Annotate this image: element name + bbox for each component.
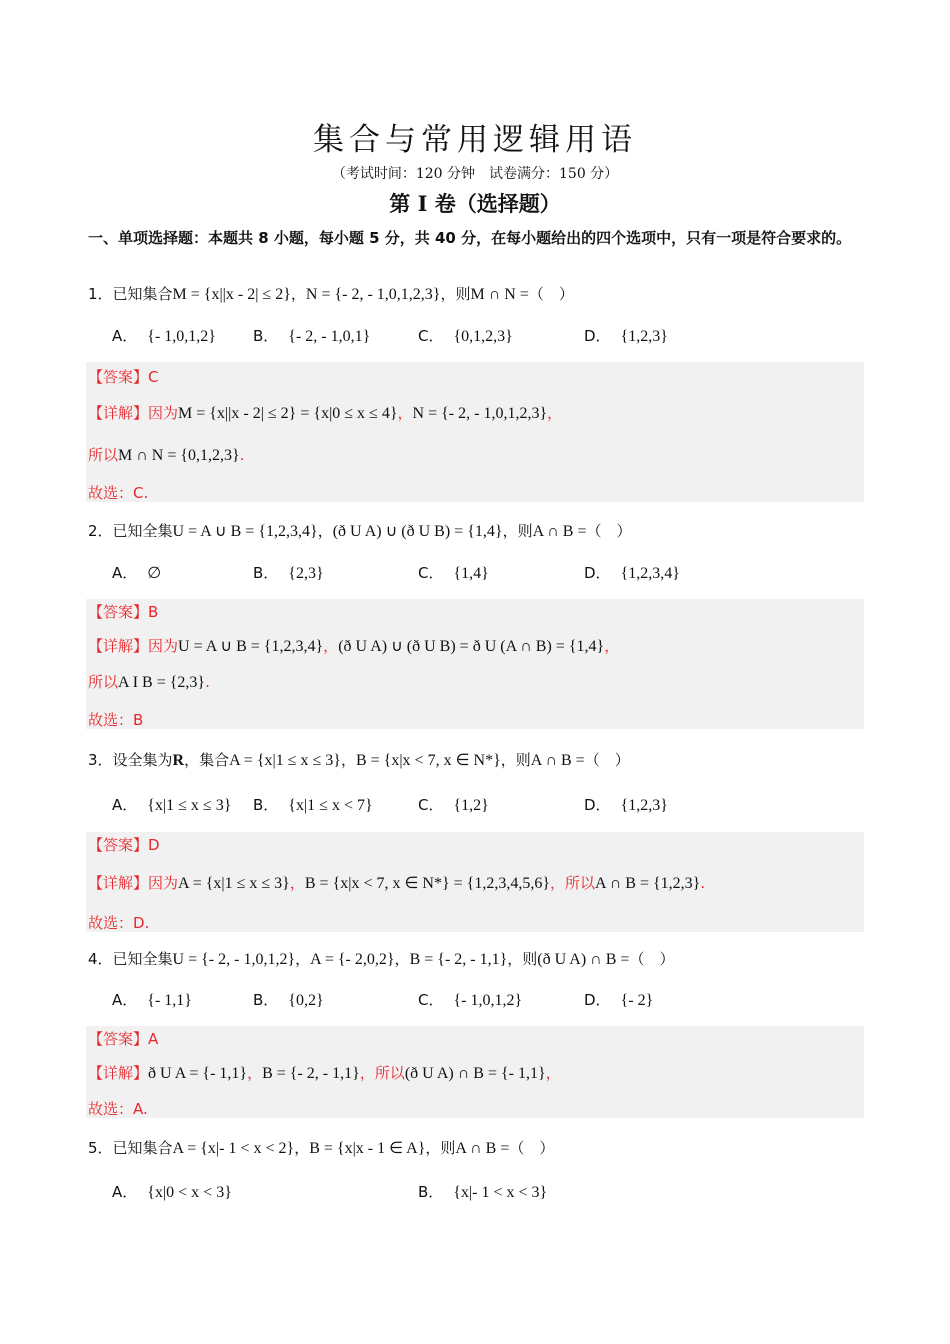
page-title: 集合与常用逻辑用语: [313, 122, 637, 158]
option-b: B． {- 2, - 1,0,1}: [253, 327, 371, 345]
answer-value: C: [148, 368, 159, 386]
answer-line: 【答案】D: [88, 836, 160, 854]
option-b: B． {0,2}: [253, 991, 324, 1009]
question-4-stem: 4．已知全集U = {- 2, - 1,0,1,2}，A = {- 2,0,2}，B = {- 2, - 1,1}，则(ð U A) ∩ B =（ ）: [88, 950, 675, 968]
conclusion-line: 故选：B: [88, 711, 144, 729]
answer-box-1: [86, 362, 864, 502]
detail-line: 所以M ∩ N = {0,1,2,3}.: [88, 446, 245, 464]
answer-blank: （ ）: [509, 1139, 555, 1157]
answer-line: 【答案】A: [88, 1030, 159, 1048]
math-expression: B = {x|x < 7, x ∈ N*}: [355, 752, 501, 769]
question-2-options: [112, 562, 812, 588]
question-number: 2．已知全集: [88, 522, 173, 540]
answer-box-3: [86, 832, 864, 932]
detail-line: 【详解】因为M = {x||x - 2| ≤ 2} = {x|0 ≤ x ≤ 4}，N = {- 2, - 1,0,1,2,3}，: [88, 404, 563, 422]
option-d: D． {1,2,3}: [584, 796, 668, 814]
math-expression: M = {x||x - 2| ≤ 2}: [172, 286, 291, 303]
detail-line: 【详解】因为A = {x|1 ≤ x ≤ 3}，B = {x|x < 7, x ∈ N*} = {1,2,3,4,5,6}，所以A ∩ B = {1,2,3}.: [88, 874, 706, 892]
answer-value: D: [148, 836, 160, 854]
option-a: A． ∅: [112, 564, 162, 582]
question-3-stem: 3．设全集为R，集合A = {x|1 ≤ x ≤ 3}，B = {x|x < 7, x ∈ N*}，则A ∩ B =（ ）: [88, 751, 630, 769]
conclusion-line: 故选：A.: [88, 1100, 148, 1118]
conclusion-line: 故选：D.: [88, 914, 150, 932]
math-expression: (ð U A) ∪ (ð U B) = {1,4}: [332, 523, 503, 540]
option-b: B． {x|- 1 < x < 3}: [418, 1183, 548, 1201]
math-expression: A = {- 2,0,2}: [310, 951, 395, 968]
detail-line: 【详解】ð U A = {- 1,1}，B = {- 2, - 1,1}，所以(ð U A) ∩ B = {- 1,1}，: [88, 1064, 561, 1082]
answer-box-2: [86, 599, 864, 729]
math-expression: A ∩ B =: [455, 1140, 510, 1157]
option-c: C． {1,4}: [418, 564, 489, 582]
math-expression: U = {- 2, - 1,0,1,2}: [172, 951, 296, 968]
option-c: C． {0,1,2,3}: [418, 327, 513, 345]
option-a: A． {- 1,0,1,2}: [112, 327, 216, 345]
question-4-options: [112, 989, 812, 1015]
conclusion-line: 故选：C.: [88, 484, 149, 502]
detail-line: 【详解】因为U = A ∪ B = {1,2,3,4}，(ð U A) ∪ (ð U B) = ð U (A ∩ B) = {1,4}，: [88, 637, 620, 655]
section-instructions: 一、单项选择题：本题共 8 小题，每小题 5 分，共 40 分，在每小题给出的四个选项中，只有一项是符合要求的。: [88, 229, 852, 247]
math-expression: B = {x|x - 1 ∈ A}: [309, 1140, 426, 1157]
question-ask: ，则: [440, 285, 471, 303]
section-title: 第 I 卷（选择题）: [389, 191, 561, 216]
math-expression: (ð U A) ∩ B =: [537, 951, 630, 968]
question-1-options: [112, 325, 812, 351]
question-number: 5．已知集合: [88, 1139, 173, 1157]
detail-line: 所以A I B = {2,3}.: [88, 673, 210, 691]
math-expression: A ∩ B =: [532, 523, 587, 540]
answer-value: B: [148, 603, 159, 621]
answer-blank: （ ）: [584, 751, 630, 769]
question-5-stem: 5．已知集合A = {x|- 1 < x < 2}，B = {x|x - 1 ∈ A}，则A ∩ B =（ ）: [88, 1139, 555, 1157]
option-b: B． {x|1 ≤ x < 7}: [253, 796, 373, 814]
answer-line: 【答案】B: [88, 603, 159, 621]
real-numbers-symbol: R: [172, 752, 185, 769]
option-d: D． {1,2,3}: [584, 327, 668, 345]
math-expression: A = {x|- 1 < x < 2}: [172, 1140, 295, 1157]
math-expression: A = {x|1 ≤ x ≤ 3}: [229, 752, 341, 769]
answer-blank: （ ）: [528, 285, 574, 303]
question-number: 1．已知集合: [88, 285, 173, 303]
option-c: C． {- 1,0,1,2}: [418, 991, 523, 1009]
question-number: 3．设全集为: [88, 751, 173, 769]
question-2-stem: 2．已知全集U = A ∪ B = {1,2,3,4}，(ð U A) ∪ (ð U B) = {1,4}，则A ∩ B =（ ）: [88, 522, 632, 540]
math-expression: N = {- 2, - 1,0,1,2,3}: [305, 286, 441, 303]
question-number: 4．已知全集: [88, 950, 173, 968]
question-1-stem: [88, 283, 574, 304]
option-a: A． {x|1 ≤ x ≤ 3}: [112, 796, 232, 814]
option-a: A． {x|0 < x < 3}: [112, 1183, 232, 1201]
math-expression: M ∩ N =: [470, 286, 529, 303]
question-5-options: [112, 1181, 812, 1207]
option-d: D． {- 2}: [584, 991, 654, 1009]
answer-value: A: [148, 1030, 159, 1048]
option-c: C． {1,2}: [418, 796, 489, 814]
separator: ，: [290, 285, 306, 303]
math-expression: A ∩ B =: [530, 752, 585, 769]
math-expression: B = {- 2, - 1,1}: [409, 951, 508, 968]
question-3-options: [112, 794, 812, 820]
exam-info: （考试时间：120 分钟 试卷满分：150 分）: [331, 166, 619, 182]
option-b: B． {2,3}: [253, 564, 324, 582]
answer-line: 【答案】C: [88, 368, 159, 386]
math-expression: U = A ∪ B = {1,2,3,4}: [172, 523, 318, 540]
answer-box-4: [86, 1026, 864, 1118]
answer-blank: （ ）: [629, 950, 675, 968]
option-a: A． {- 1,1}: [112, 991, 192, 1009]
answer-blank: （ ）: [586, 522, 632, 540]
option-d: D． {1,2,3,4}: [584, 564, 680, 582]
